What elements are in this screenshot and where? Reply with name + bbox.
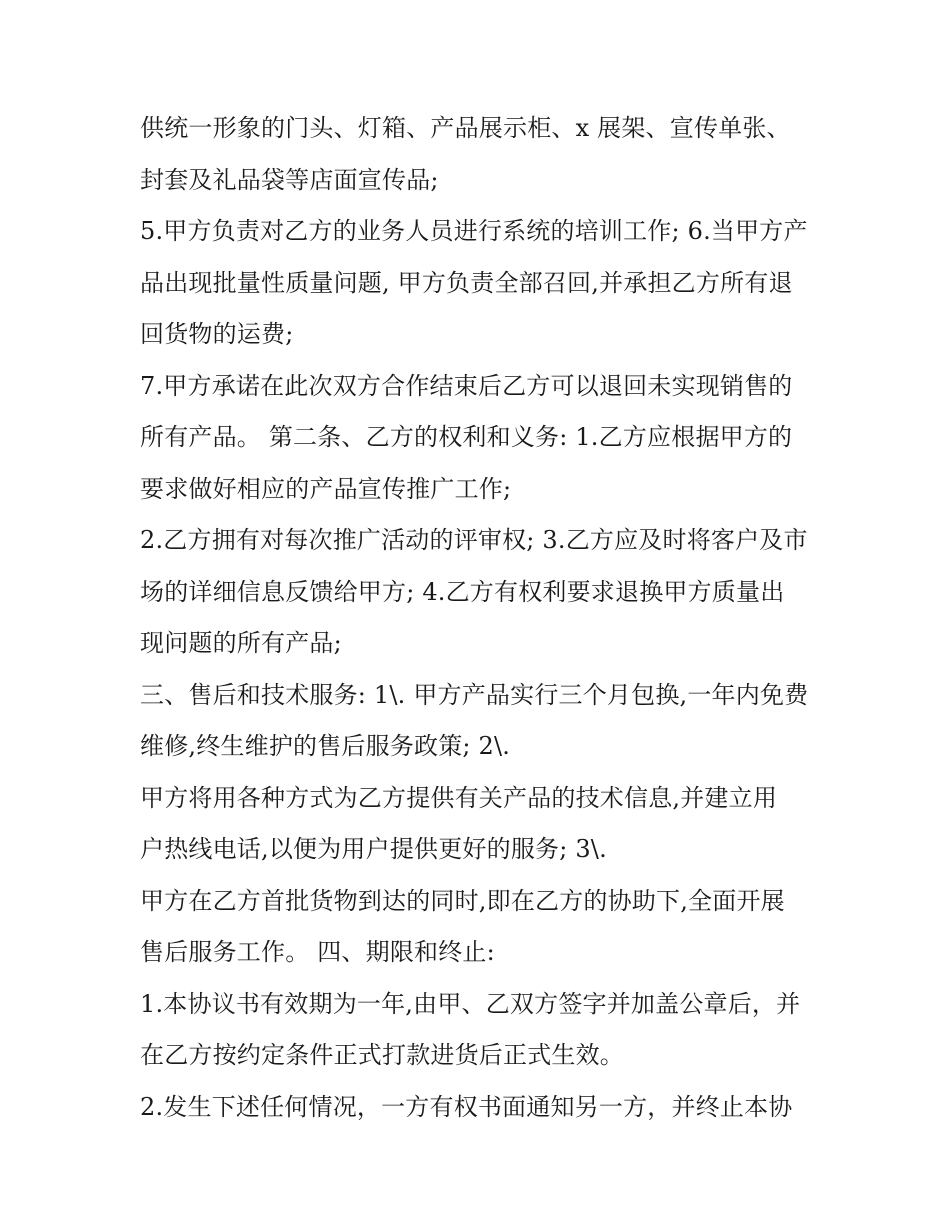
text-line: 1.本协议书有效期为一年,由甲、乙双方签字并加盖公章后，并: [140, 989, 801, 1018]
text-line: 供统一形象的门头、灯箱、产品展示柜、x 展架、宣传单张、: [140, 114, 791, 142]
text-line: 7.甲方承诺在此次双方合作结束后乙方可以退回未实现销售的: [140, 371, 793, 400]
text-line: 2.发生下述任何情况，一方有权书面通知另一方，并终止本协: [140, 1092, 793, 1121]
text-line: 品出现批量性质量问题, 甲方负责全部召回,并承担乙方所有退: [140, 268, 793, 297]
text-line: 甲方在乙方首批货物到达的同时,即在乙方的协助下,全面开展: [140, 886, 785, 915]
text-line: 售后服务工作。 四、期限和终止:: [140, 938, 495, 966]
text-line: 甲方将用各种方式为乙方提供有关产品的技术信息,并建立用: [140, 783, 778, 812]
text-line: 要求做好相应的产品宣传推广工作;: [140, 474, 512, 503]
text-line: 三、售后和技术服务: 1\. 甲方产品实行三个月包换,一年内免费: [140, 680, 809, 709]
text-line: 场的详细信息反馈给甲方; 4.乙方有权利要求退换甲方质量出: [140, 577, 785, 606]
text-line: 2.乙方拥有对每次推广活动的评审权; 3.乙方应及时将客户及市: [140, 526, 808, 554]
text-line: 户热线电话,以便为用户提供更好的服务; 3\.: [140, 835, 607, 863]
text-line: 维修,终生维护的售后服务政策; 2\.: [140, 732, 511, 760]
text-line: 封套及礼品袋等店面宣传品;: [140, 165, 439, 194]
text-line: 5.甲方负责对乙方的业务人员进行系统的培训工作; 6.当甲方产: [140, 217, 808, 245]
document-body: [140, 103, 820, 1133]
text-line: 所有产品。 第二条、乙方的权利和义务: 1.乙方应根据甲方的: [140, 423, 793, 451]
text-line: 现问题的所有产品;: [140, 629, 342, 657]
text-line: 在乙方按约定条件正式打款进货后正式生效。: [140, 1041, 624, 1069]
text-line: 回货物的运费;: [140, 320, 294, 348]
